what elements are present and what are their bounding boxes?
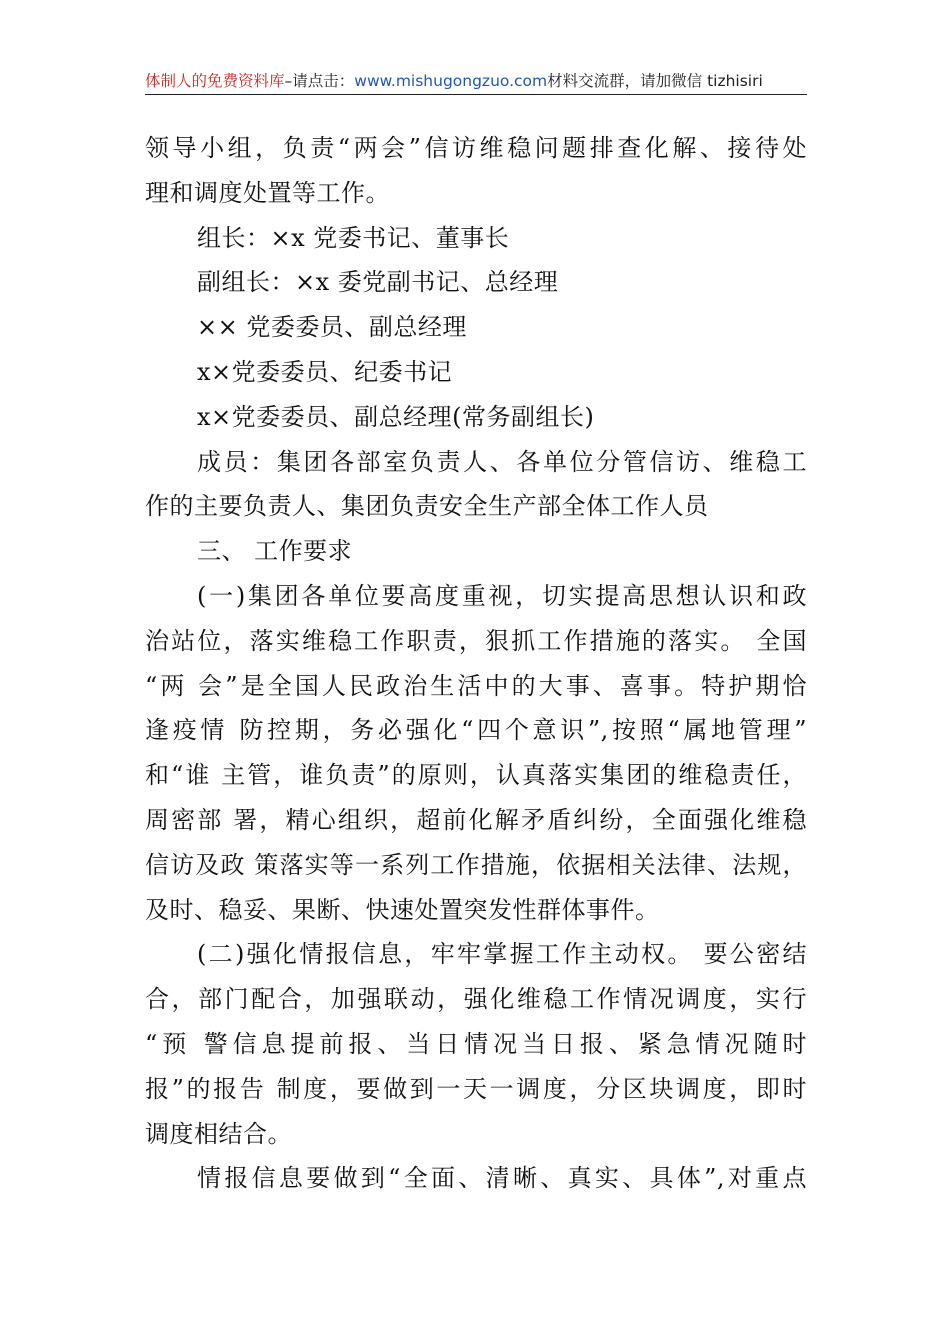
text-line: 作的主要负责人、集团负责安全生产部全体工作人员: [145, 492, 709, 521]
document-body: [145, 126, 807, 1201]
text-line: 周密部 署，精心组织，超前化解矛盾纠纷，全面强化维稳: [145, 805, 807, 834]
text-line: x×党委委员、纪委书记: [197, 357, 453, 386]
text-line: 报”的报告 制度，要做到一天一调度，分区块调度，即时: [145, 1074, 807, 1103]
text-line: 逢疫情 防控期，务必强化“四个意识”,按照“属地管理”: [145, 716, 807, 745]
text-line: 治站位，落实维稳工作职责，狠抓工作措施的落实。 全国: [145, 626, 807, 655]
text-line: 调度相结合。: [145, 1119, 292, 1148]
text-line: 副组长：×x 委党副书记、总经理: [197, 268, 559, 297]
text-line: 情报信息要做到“全面、清晰、真实、具体”,对重点: [197, 1164, 807, 1193]
text-line: 合，部门配合，加强联动，强化维稳工作情况调度，实行: [145, 985, 807, 1014]
header-contact-note: 材料交流群，请加微信 tizhisiri: [547, 72, 763, 90]
header-prompt: –请点击：: [284, 72, 355, 90]
page-header: [145, 70, 807, 95]
section-heading: 三、 工作要求: [197, 537, 353, 566]
text-line: 组长：×x 党委书记、董事长: [197, 223, 510, 252]
header-brand: 体制人的免费资料库: [145, 72, 285, 90]
text-line: x×党委委员、副总经理(常务副组长): [197, 402, 595, 431]
text-line: (一)集团各单位要高度重视，切实提高思想认识和政: [197, 581, 807, 610]
text-line: 成员：集团各部室负责人、各单位分管信访、维稳工: [197, 447, 807, 476]
text-line: 理和调度处置等工作。: [145, 178, 390, 207]
text-line: “两 会”是全国人民政治生活中的大事、喜事。特护期恰: [145, 671, 807, 700]
text-line: 及时、稳妥、果断、快速处置突发性群体事件。: [145, 895, 660, 924]
text-line: (二)强化情报信息，牢牢掌握工作主动权。 要公密结: [197, 940, 807, 969]
header-website-link[interactable]: www.mishugongzuo.com: [354, 72, 548, 90]
text-line: 信访及政 策落实等一系列工作措施，依据相关法律、法规，: [145, 850, 807, 879]
text-line: “预 警信息提前报、当日情况当日报、紧急情况随时: [145, 1029, 807, 1058]
text-line: 和“谁 主管，谁负责”的原则，认真落实集团的维稳责任，: [145, 761, 807, 790]
text-line: 领导小组，负责“两会”信访维稳问题排查化解、接待处: [145, 134, 807, 162]
text-line: ×× 党委委员、副总经理: [197, 313, 467, 342]
